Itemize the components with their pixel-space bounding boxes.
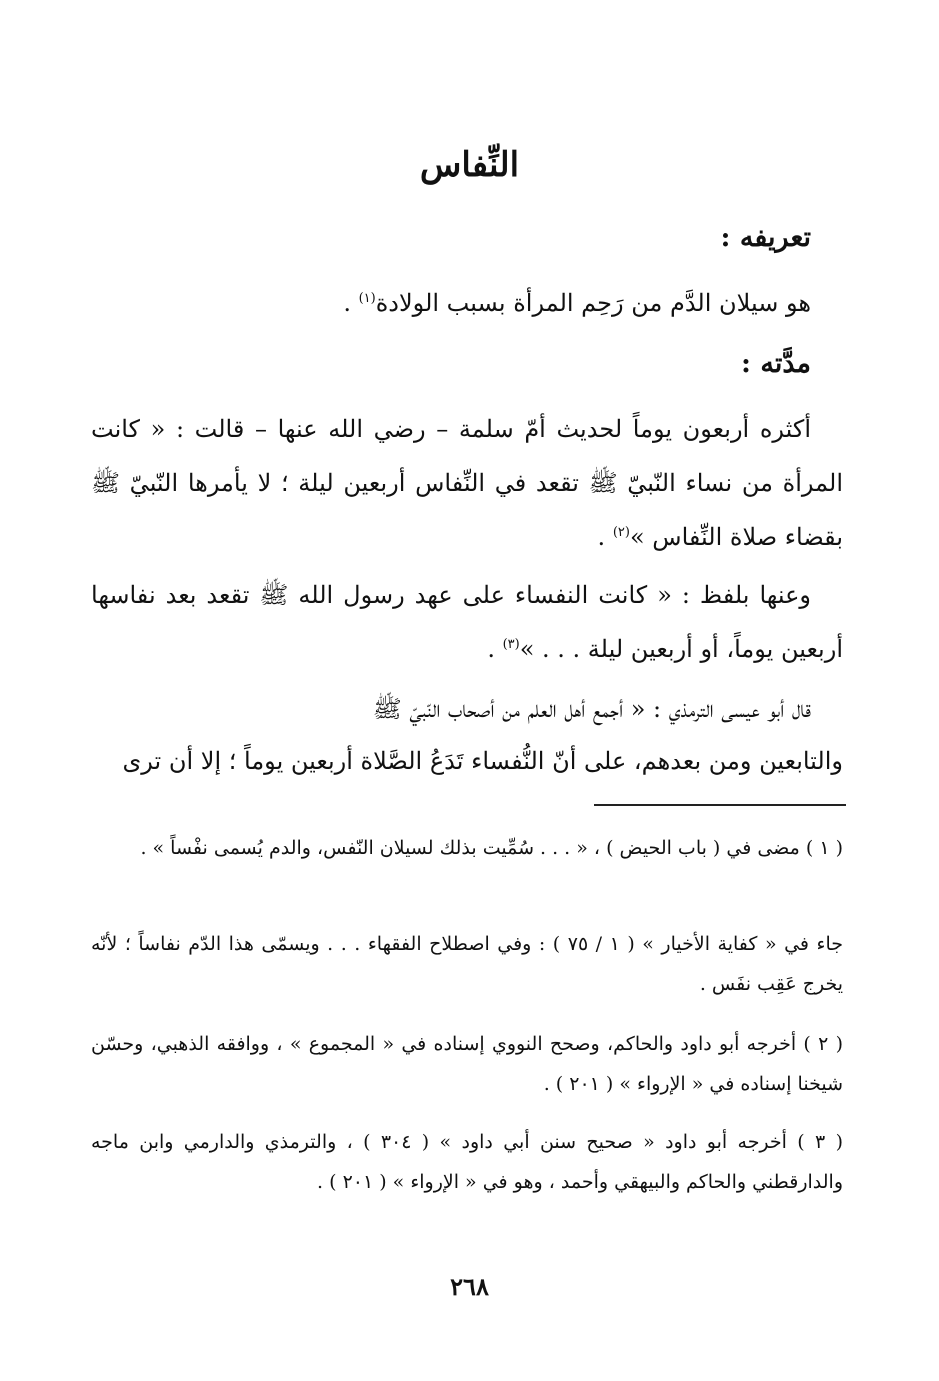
- paragraph-second-narration-end: .: [487, 635, 503, 663]
- paragraph-second-narration: [91, 568, 843, 676]
- footnote-1-continuation: جاء في « كفاية الأخيار » ( ١ / ٧٥ ) : وفي اصطلاح الفقهاء . . . ويسمّى هذا الدّم نفاساً ؛ لأنّه يخرج عَقِب نفَس .: [91, 933, 843, 995]
- paragraph-second-narration-text: وعنها بلفظ : « كانت النفساء على عهد رسول الله ﷺ تقعد بعد نفاسها أربعين يوماً، أو أربعين ليلة . . . »: [91, 581, 843, 663]
- definition-body: هو سيلان الدَّم من رَحِم المرأة بسبب الولادة: [375, 289, 811, 317]
- footnote-ref-2: (٢): [612, 525, 630, 540]
- footnote-separator: [594, 804, 846, 806]
- paragraph-umm-salama-end: .: [597, 523, 613, 551]
- definition-text: [343, 276, 811, 330]
- tirmidhi-line-2: والتابعين ومن بعدهم، على أنّ النُّفساء تَدَعُ الصَّلاة أربعين يوماً ؛ إلا أن ترى: [122, 747, 843, 775]
- tirmidhi-line-1: قال أبو عيسى الترمذي : « أجمع أهل العلم من أصحاب النّبيّ ﷺ: [372, 695, 811, 723]
- duration-heading: مدَّته :: [741, 348, 811, 379]
- paragraph-umm-salama-text: أكثره أربعون يوماً لحديث أمّ سلمة – رضي الله عنها – قالت : « كانت المرأة من نساء النّبيّ ﷺ تقعد في النِّفاس أربعين ليلة ؛ لا يأمرها النّبيّ ﷺ بقضاء صلاة النِّفاس »: [91, 415, 843, 551]
- footnote-3: ( ٣ ) أخرجه أبو داود « صحيح سنن أبي داود » ( ٣٠٤ ) ، والترمذي والدارمي وابن ماجه والدارقطني والحاكم والبيهقي وأحمد ، وهو في « الإرواء » ( ٢٠١ ) .: [91, 1131, 843, 1193]
- footnote-1: ( ١ ) مضى في ( باب الحيض ) ، « . . . سُمِّيت بذلك لسيلان النّفس، والدم يُسمى نفْساً » .: [140, 837, 843, 859]
- definition-end: .: [343, 289, 359, 317]
- footnote-ref-1: (١): [358, 291, 376, 306]
- footnote-2: ( ٢ ) أخرجه أبو داود والحاكم، وصحح النووي إسناده في « المجموع » ، ووافقه الذهبي، وحسّن شيخنا إسناده في « الإرواء » ( ٢٠١ ) .: [91, 1033, 843, 1095]
- footnote-ref-3: (٣): [502, 637, 520, 652]
- page-number: ٢٦٨: [450, 1272, 489, 1301]
- paragraph-umm-salama: [91, 402, 843, 564]
- definition-heading: تعريفه :: [720, 222, 811, 253]
- page-title: النِّفاس: [419, 145, 520, 185]
